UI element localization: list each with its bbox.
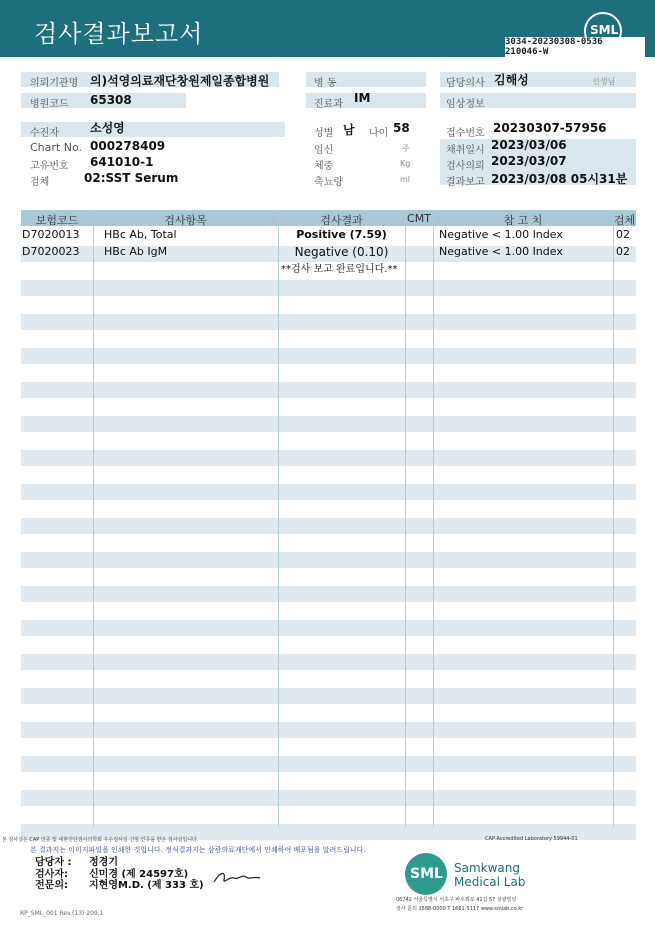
manager-label: 담당자 : <box>35 857 72 868</box>
age-label: 나이 <box>369 128 389 139</box>
document-number <box>505 37 645 57</box>
table-row-stripe <box>21 348 636 364</box>
collect-value: 2023/03/06 <box>491 138 567 152</box>
table-row-stripe <box>21 586 636 602</box>
requester-value: 의)석영의료재단창원제일종합병원 <box>90 74 270 88</box>
dept-value: IM <box>354 91 371 105</box>
report-complete-note: **검사 보고 완료입니다.** <box>281 264 398 275</box>
hospital-code-label: 병원코드 <box>30 99 69 110</box>
table-row-stripe <box>21 280 636 296</box>
row1-reference: Negative < 1.00 Index <box>439 228 563 241</box>
request-label: 검사의뢰 <box>446 161 485 172</box>
page-title: 검사결과보고서 <box>34 20 204 48</box>
specialist-value: 지현영M.D. (제 333 호) <box>89 880 204 891</box>
column-divider <box>405 210 406 827</box>
collect-label: 채취일시 <box>446 145 485 156</box>
hospital-code-value: 65308 <box>90 93 132 107</box>
table-row-stripe <box>21 654 636 670</box>
pregnancy-unit: 주 <box>402 144 410 153</box>
doctor-value: 김해성 <box>494 73 529 87</box>
urine-label: 축뇨량 <box>314 177 343 188</box>
lab-name-line1: Samkwang <box>454 861 520 875</box>
doctor-suffix: 선생님 <box>592 77 616 86</box>
unique-label: 고유번호 <box>30 161 69 172</box>
table-row-stripe <box>21 756 636 772</box>
row1-result: Positive (7.59) <box>296 228 387 241</box>
row2-item: HBc Ab IgM <box>104 245 168 258</box>
urine-unit: ml <box>400 175 411 184</box>
table-row-stripe <box>21 790 636 806</box>
weight-label: 체중 <box>314 161 334 172</box>
header-test-result: 검사결과 <box>320 214 363 227</box>
column-divider <box>278 210 279 827</box>
header-test-item: 검사항목 <box>164 214 207 227</box>
row2-code: D7020023 <box>22 245 80 258</box>
table-row-stripe <box>21 382 636 398</box>
doc-number-line2: 210046-W <box>505 47 549 57</box>
table-row-stripe <box>21 416 636 432</box>
chart-label: Chart No. <box>30 141 82 154</box>
header-cmt: CMT <box>407 212 431 225</box>
specimen-label: 검체 <box>30 177 50 188</box>
column-divider <box>433 210 434 827</box>
table-row-stripe <box>21 688 636 704</box>
tester-label: 검사자: <box>35 869 68 880</box>
receipt-label: 접수번호 <box>446 128 485 139</box>
sml-logo-text: SML <box>590 23 619 37</box>
clinical-info-label: 임상정보 <box>446 99 485 110</box>
table-row-stripe <box>21 518 636 534</box>
header-specimen: 검체 <box>613 214 636 227</box>
patient-value: 소성영 <box>90 121 125 135</box>
specialist-label: 전문의: <box>35 880 68 891</box>
pregnancy-label: 임신 <box>314 145 334 156</box>
report-label: 결과보고 <box>446 177 485 188</box>
dept-label: 진료과 <box>314 99 343 110</box>
specimen-value: 02:SST Serum <box>84 171 179 185</box>
weight-unit: Kg <box>400 159 411 168</box>
table-row-stripe <box>21 484 636 500</box>
row1-specimen: 02 <box>616 228 630 241</box>
lab-address: 06742 서울특별시 서초구 바우뫼로 41길 57 삼광빌딩 <box>396 897 517 903</box>
table-row-stripe <box>21 450 636 466</box>
sml-footer-logo-text: SML <box>410 866 443 882</box>
table-row-stripe <box>21 552 636 568</box>
header-reference: 참 고 치 <box>503 214 543 227</box>
doctor-label: 담당의사 <box>446 78 485 89</box>
patient-label: 수진자 <box>30 128 59 139</box>
lab-contact: 검사 문의 1588-0000 T 1661-5117 www.smlab.co.kr <box>396 906 524 912</box>
header-insurance-code: 보험코드 <box>35 214 79 227</box>
table-row-stripe <box>21 314 636 330</box>
tester-value: 신미경 (제 24597호) <box>89 869 189 880</box>
accreditation-fine-print: 본 검사실은 CAP 인증 및 대한진단검사의학회 우수검사실 신임 인증을 받은 검사실입니다. <box>2 837 199 843</box>
chart-value: 000278409 <box>90 139 166 153</box>
print-notice: 본 결과지는 이미지파일을 인쇄한 것입니다. 정식결과지는 삼광의료재단에서 인쇄하여 배포됨을 알려드립니다. <box>30 846 366 854</box>
report-value: 2023/03/08 05시31분 <box>491 172 628 186</box>
unique-value: 641010-1 <box>90 155 154 169</box>
row1-item: HBc Ab, Total <box>104 228 177 241</box>
lab-name-line2: Medical Lab <box>454 875 526 889</box>
row1-code: D7020013 <box>22 228 80 241</box>
age-value: 58 <box>393 121 410 135</box>
row2-specimen: 02 <box>616 245 630 258</box>
column-divider <box>93 210 94 827</box>
sex-value: 남 <box>343 123 355 137</box>
column-divider <box>613 210 614 827</box>
receipt-value: 20230307-57956 <box>493 121 607 135</box>
table-row-stripe <box>21 620 636 636</box>
requester-label: 의뢰기관명 <box>30 78 79 89</box>
request-value: 2023/03/07 <box>491 154 567 168</box>
manager-value: 정경기 <box>89 857 118 868</box>
cap-accreditation: CAP Accredited Laboratory 59944-01 <box>485 836 578 842</box>
signature-image <box>212 868 262 886</box>
table-row-stripe <box>21 722 636 738</box>
ward-label: 병 동 <box>314 78 337 89</box>
doc-number-line1: 3034-20230308-0536 <box>505 37 603 47</box>
row2-result: Negative (0.10) <box>294 245 389 259</box>
row2-reference: Negative < 1.00 Index <box>439 245 563 258</box>
form-id: RP_SML_001 Rev.(13) 209.1 <box>20 910 104 917</box>
sex-label: 성별 <box>314 128 334 139</box>
patient-bar <box>21 122 285 137</box>
